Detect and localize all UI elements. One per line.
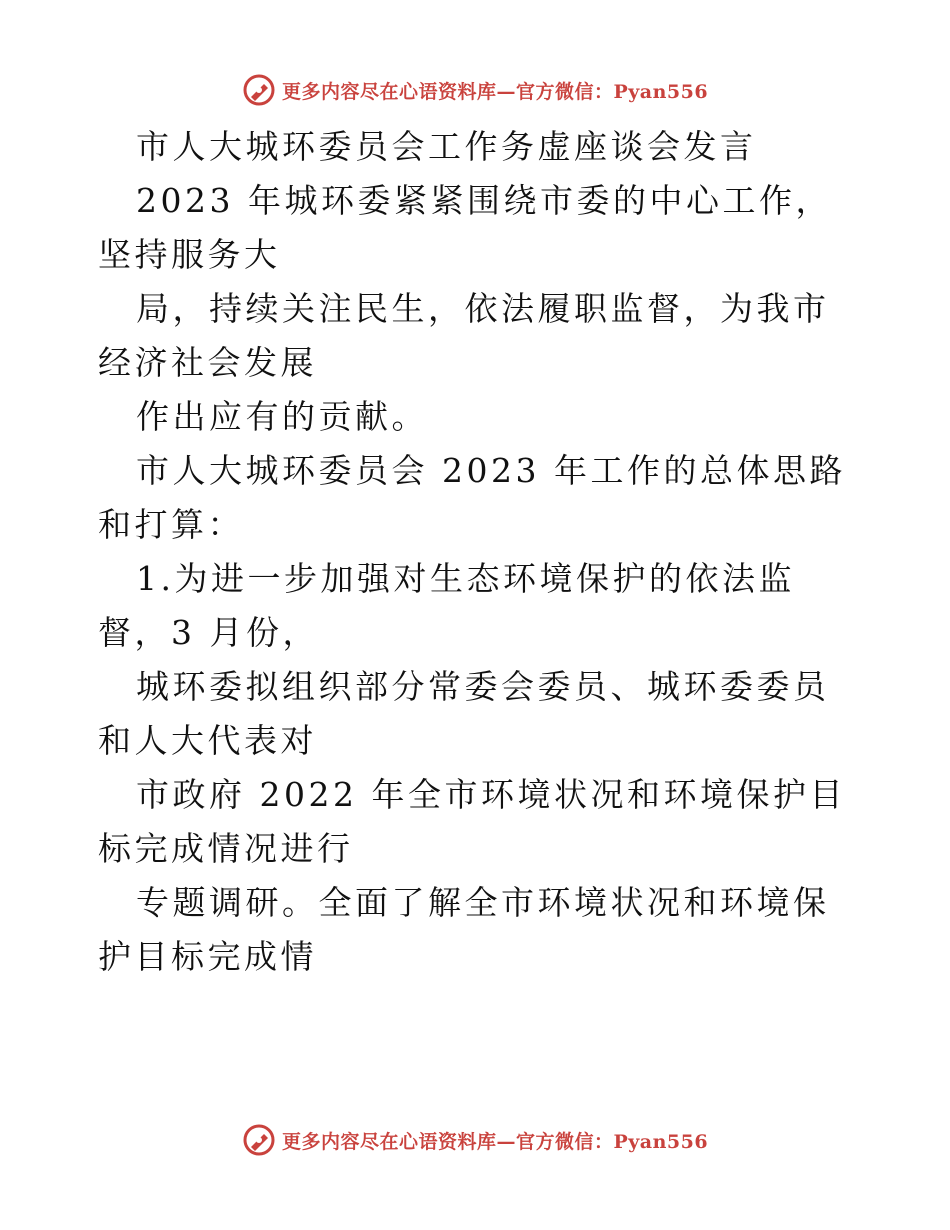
watermark-text: 更多内容尽在心语资料库—官方微信：Pyan556 <box>281 80 709 103</box>
paragraph: 市人大城环委员会 2023 年工作的总体思路和打算： <box>98 451 846 544</box>
document-title: 市人大城环委员会工作务虚座谈会发言 <box>136 127 757 166</box>
paragraph: 专题调研。全面了解全市环境状况和环境保护目标完成情 <box>98 883 830 976</box>
paragraph: 1.为进一步加强对生态环境保护的依法监督，3 月份， <box>98 559 795 652</box>
footer-watermark-banner <box>0 1120 950 1160</box>
pen-nib-icon <box>242 1123 276 1157</box>
paragraph: 2023 年城环委紧紧围绕市委的中心工作，坚持服务大 <box>98 181 832 274</box>
header-watermark-banner <box>0 70 950 110</box>
paragraph: 市政府 2022 年全市环境状况和环境保护目标完成情况进行 <box>98 775 846 868</box>
pen-nib-icon <box>242 73 276 107</box>
paragraph: 作出应有的贡献。 <box>136 397 428 436</box>
watermark-text: 更多内容尽在心语资料库—官方微信：Pyan556 <box>281 1130 709 1153</box>
paragraph: 局，持续关注民生，依法履职监督，为我市经济社会发展 <box>98 289 830 382</box>
paragraph: 城环委拟组织部分常委会委员、城环委委员和人大代表对 <box>98 667 830 760</box>
document-body <box>98 120 858 984</box>
